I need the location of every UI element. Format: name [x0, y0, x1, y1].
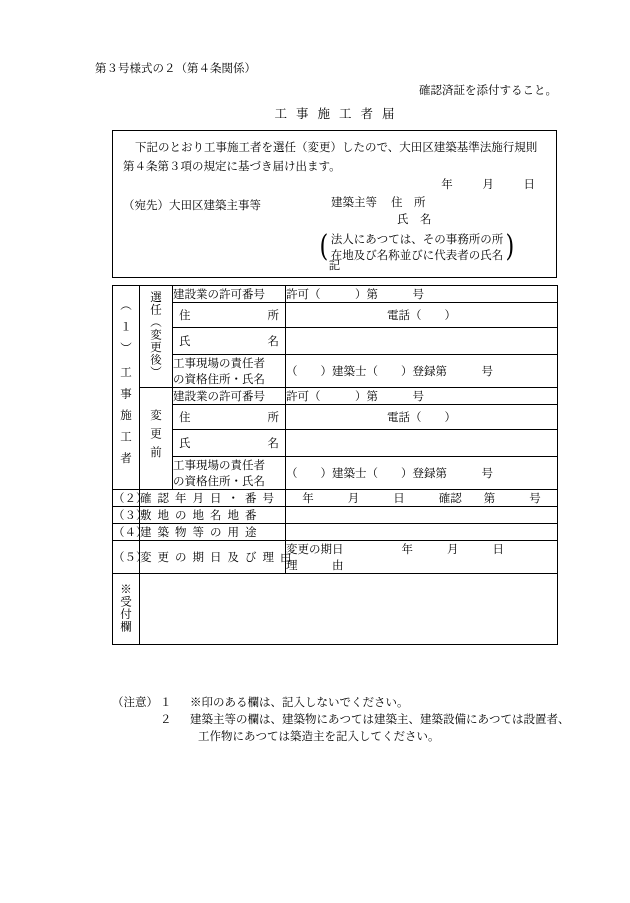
- footnote-1-number: １: [160, 695, 172, 709]
- row5-change-date-line: [286, 541, 557, 557]
- address-label-right: 所: [267, 308, 279, 322]
- name-label-left-before: 氏: [179, 436, 191, 450]
- receipt-value[interactable]: [140, 574, 558, 645]
- address-label-right-before: 所: [267, 410, 279, 424]
- receipt-vertical-label: ※受付欄: [119, 582, 134, 633]
- row5-day: 日: [492, 542, 504, 556]
- row2-gou: 号: [529, 491, 541, 505]
- table-row: [113, 574, 558, 645]
- footnote-item-1: [112, 694, 570, 711]
- section1-number-cell: [113, 286, 140, 490]
- table-row: [113, 490, 558, 507]
- name-value-before[interactable]: [286, 430, 558, 457]
- site-manager-value-before[interactable]: （ ）建築士（ ）登録第 号: [286, 457, 558, 490]
- date-month-label: 月: [482, 177, 494, 191]
- row3-value[interactable]: [286, 507, 558, 524]
- footnotes: [112, 694, 570, 745]
- row3-label: 敷地の地名地番: [140, 507, 286, 524]
- table-row: [113, 541, 558, 574]
- footnote-2-text-line1: 建築主等の欄は、建築物にあつては建築主、建築設備にあつては設置者、: [190, 712, 570, 726]
- ki-mark: 記: [328, 258, 341, 272]
- address-label-cell-before: [173, 405, 286, 430]
- table-row: [113, 457, 558, 490]
- name-label-right-before: 名: [267, 436, 279, 450]
- footnote-1-text: ※印のある欄は、記入しないでください。: [190, 695, 409, 709]
- date-day-label: 日: [523, 177, 535, 191]
- row5-value[interactable]: [286, 541, 558, 574]
- name-label-cell: [173, 328, 286, 355]
- site-manager-label-before: [173, 457, 286, 490]
- address-label-left: 住: [179, 308, 191, 322]
- address-label-cell: [173, 303, 286, 328]
- group-before-label: 変更前: [149, 409, 164, 465]
- site-manager-label-line2: の資格住所・氏名: [173, 372, 265, 386]
- group-before-cell: [140, 388, 173, 490]
- form-code: 第３号様式の２（第４条関係）: [95, 61, 256, 75]
- row5-change-date-label: 変更の期日: [286, 542, 344, 556]
- row2-value[interactable]: [286, 490, 558, 507]
- license-number-label-before: 建設業の許可番号: [173, 388, 286, 405]
- table-row: [113, 286, 558, 303]
- name-value[interactable]: [286, 328, 558, 355]
- owner-name-row: [331, 211, 432, 228]
- site-manager-label-before-line2: の資格住所・氏名: [173, 474, 265, 488]
- footnote-2-number: ２: [160, 712, 172, 726]
- name-label-left: 氏: [179, 334, 191, 348]
- address-tel-value[interactable]: 電話（ ）: [286, 303, 558, 328]
- site-manager-label-line1: 工事現場の責任者: [173, 356, 265, 370]
- row5-label: 変更の期日及び理由: [140, 541, 286, 574]
- row5-year: 年: [401, 542, 413, 556]
- row5-number: （５）: [113, 541, 140, 574]
- table-row: [113, 388, 558, 405]
- row4-label: 建築物等の用途: [140, 524, 286, 541]
- section1-number: （１）: [119, 298, 134, 363]
- section1-vertical-label: 工事施工者: [119, 366, 134, 474]
- table-row: [113, 430, 558, 457]
- date-year-label: 年: [441, 177, 453, 191]
- row3-number: （３）: [113, 508, 148, 522]
- name-label-right: 名: [267, 334, 279, 348]
- row2-month: 月: [347, 491, 360, 505]
- row2-label: 確認年月日・番号: [140, 490, 286, 507]
- address-label-left-before: 住: [179, 410, 191, 424]
- group-after-label: 選任（変更後）: [149, 291, 164, 379]
- receipt-label-cell: [113, 574, 140, 645]
- row4-number: （４）: [113, 525, 148, 539]
- site-manager-value[interactable]: （ ）建築士（ ）登録第 号: [286, 355, 558, 388]
- building-owner-block: [331, 194, 432, 228]
- table-row: [113, 303, 558, 328]
- attachment-note: 確認済証を添付すること。: [419, 83, 557, 97]
- license-number-value-before[interactable]: 許可（ ）第 号: [286, 388, 558, 405]
- document-title: 工事施工者届: [274, 106, 404, 121]
- owner-address-row: [331, 194, 432, 211]
- table-row: [113, 328, 558, 355]
- corp-note-line1: 法人にあつては、その事務所の所: [330, 232, 504, 246]
- left-bracket-icon: (: [319, 229, 329, 264]
- intro-body-text: 下記のとおり工事施工者を選任（変更）したので、大田区建築基準法施行規則第４条第３項の規定に基づき届け出ます。: [123, 140, 538, 173]
- row2-kakunin: 確認: [438, 491, 462, 505]
- site-manager-label: [173, 355, 286, 388]
- row5-month: 月: [447, 542, 459, 556]
- owner-label: 建築主等: [331, 195, 377, 209]
- name-label-cell-before: [173, 430, 286, 457]
- table-row: [113, 355, 558, 388]
- table-row: [113, 524, 558, 541]
- footnote-item-2: [112, 711, 570, 728]
- footnote-head: （注意）: [112, 695, 158, 709]
- intro-box: [112, 130, 557, 278]
- license-number-label: 建設業の許可番号: [173, 286, 286, 303]
- row2-dai: 第: [483, 491, 496, 505]
- owner-name-label: 氏 名: [397, 212, 432, 226]
- row5-reason-label: 理 由: [286, 558, 344, 572]
- group-after-cell: [140, 286, 173, 388]
- footnote-2-continuation: 工作物にあつては築造主を記入してください。: [198, 729, 440, 743]
- row2-number: （２）: [113, 491, 148, 505]
- license-number-value[interactable]: 許可（ ）第 号: [286, 286, 558, 303]
- main-form-table: [112, 285, 558, 645]
- table-row: [113, 507, 558, 524]
- addressee-line: （宛先）大田区建築主事等: [123, 198, 261, 212]
- site-manager-label-before-line1: 工事現場の責任者: [173, 458, 265, 472]
- row2-year: 年: [302, 491, 314, 505]
- table-row: [113, 405, 558, 430]
- owner-address-label: 住 所: [391, 195, 426, 209]
- row2-day: 日: [393, 491, 405, 505]
- corp-note-line2: 在地及び名称並びに代表者の氏名: [330, 248, 504, 262]
- row4-value[interactable]: [286, 524, 558, 541]
- right-bracket-icon: ): [505, 229, 515, 264]
- submission-date-line: [113, 176, 535, 192]
- address-tel-value-before[interactable]: 電話（ ）: [286, 405, 558, 430]
